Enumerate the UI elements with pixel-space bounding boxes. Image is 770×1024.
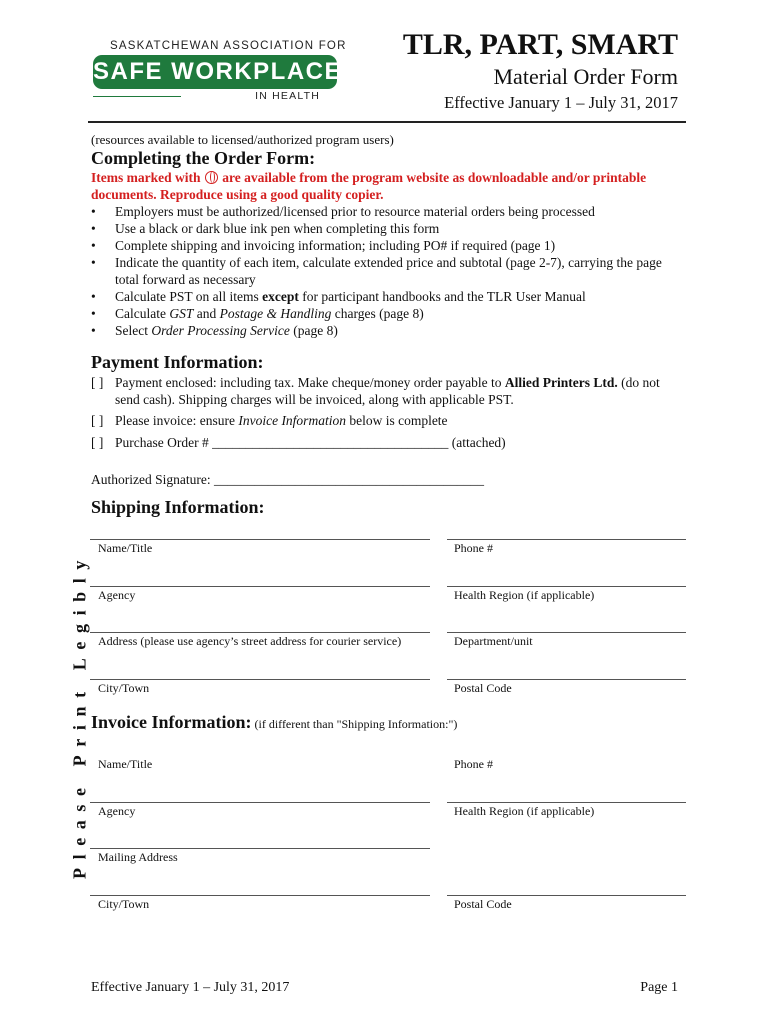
instructions-list (91, 203, 686, 339)
invoice-agency-line[interactable] (90, 802, 430, 803)
logo: SAFE WORKPLACES (93, 55, 337, 89)
signature-field[interactable]: Authorized Signature: ________________________________________ (91, 472, 484, 487)
shipping-postal-label: Postal Code (454, 681, 512, 695)
list-item: • Complete shipping and invoicing information; including PO# if required (page 1) (91, 237, 686, 254)
effective-date: Effective January 1 – July 31, 2017 (444, 93, 678, 112)
shipping-address-line[interactable] (90, 632, 430, 633)
page-number: Page 1 (640, 980, 678, 995)
checkbox[interactable]: [ ] (91, 413, 104, 428)
shipping-city-label: City/Town (98, 681, 150, 695)
shipping-agency-label: Agency (98, 588, 136, 602)
invoice-region-line[interactable] (447, 802, 686, 803)
print-legibly-vertical (50, 550, 90, 890)
list-item: • Employers must be authorized/licensed prior to resource material orders being processed (91, 203, 686, 220)
checkbox[interactable]: [ ] (91, 375, 104, 390)
shipping-city-line[interactable] (90, 679, 430, 680)
shipping-region-label: Health Region (if applicable) (454, 588, 595, 602)
invoice-name-label: Name/Title (98, 757, 153, 771)
shipping-phone-label: Phone # (454, 541, 493, 555)
invoice-region-label: Health Region (if applicable) (454, 804, 595, 818)
invoice-city-line[interactable] (90, 895, 430, 896)
download-notice (91, 169, 686, 203)
invoice-postal-line[interactable] (447, 895, 686, 896)
invoice-heading-note: (if different than "Shipping Information:") (251, 717, 458, 731)
print-legibly-text: Please Print Legibly (69, 552, 90, 879)
logo-top-text: SASKATCHEWAN ASSOCIATION FOR (110, 40, 347, 52)
download-notice-after: are available from the program website as downloadable and/or printable documents. Reproduce using a good quality copier. (91, 170, 647, 202)
shipping-name-label: Name/Title (98, 541, 153, 555)
payment-option-invoice[interactable]: [ ] Please invoice: ensure Invoice Information below is complete (91, 413, 448, 428)
invoice-agency-label: Agency (98, 804, 136, 818)
purchase-order-field[interactable]: Purchase Order # ___________________________________ (attached) (115, 435, 506, 450)
invoice-postal-label: Postal Code (454, 897, 512, 911)
logo-bottom-text: IN HEALTH (255, 90, 320, 102)
shipping-postal-line[interactable] (447, 679, 686, 680)
shipping-heading: Shipping Information: (91, 497, 265, 517)
shipping-phone-line[interactable] (447, 539, 686, 540)
list-item: • Indicate the quantity of each item, calculate extended price and subtotal (page 2-7), carrying the page total forward as necessary (91, 254, 686, 288)
invoice-address-line[interactable] (90, 848, 430, 849)
invoice-heading-row (91, 712, 457, 733)
shipping-department-line[interactable] (447, 632, 686, 633)
footer-effective-date: Effective January 1 – July 31, 2017 (91, 980, 290, 995)
invoice-address-label: Mailing Address (98, 850, 178, 864)
shipping-agency-line[interactable] (90, 586, 430, 587)
list-item: • Calculate GST and Postage & Handling charges (page 8) (91, 305, 686, 322)
payment-heading: Payment Information: (91, 352, 264, 372)
globe-icon (205, 171, 218, 184)
shipping-address-label: Address (please use agency’s street address for courier service) (98, 634, 402, 648)
shipping-name-line[interactable] (90, 539, 430, 540)
completing-heading: Completing the Order Form: (91, 148, 316, 168)
payment-option-enclosed[interactable]: [ ] Payment enclosed: including tax. Make cheque/money order payable to Allied Printers Ltd. (do not send cash). Shipping charges will be invoiced, along with applicable PST. (91, 375, 660, 407)
list-item: • Select Order Processing Service (page 8) (91, 322, 686, 339)
payment-option-po[interactable] (91, 434, 686, 451)
list-item: • Calculate PST on all items except for participant handbooks and the TLR User Manual (91, 288, 686, 305)
download-notice-before: Items marked with (91, 170, 204, 185)
shipping-region-line[interactable] (447, 586, 686, 587)
invoice-heading: Invoice Information: (91, 712, 252, 732)
invoice-phone-label: Phone # (454, 757, 493, 771)
list-item: • Use a black or dark blue ink pen when completing this form (91, 220, 686, 237)
shipping-department-label: Department/unit (454, 634, 533, 648)
resources-note: (resources available to licensed/authorized program users) (91, 132, 394, 147)
form-title: TLR, PART, SMART (402, 28, 678, 61)
invoice-city-label: City/Town (98, 897, 150, 911)
form-subtitle: Material Order Form (493, 64, 678, 89)
checkbox[interactable]: [ ] (91, 435, 104, 450)
header-divider (88, 121, 686, 123)
